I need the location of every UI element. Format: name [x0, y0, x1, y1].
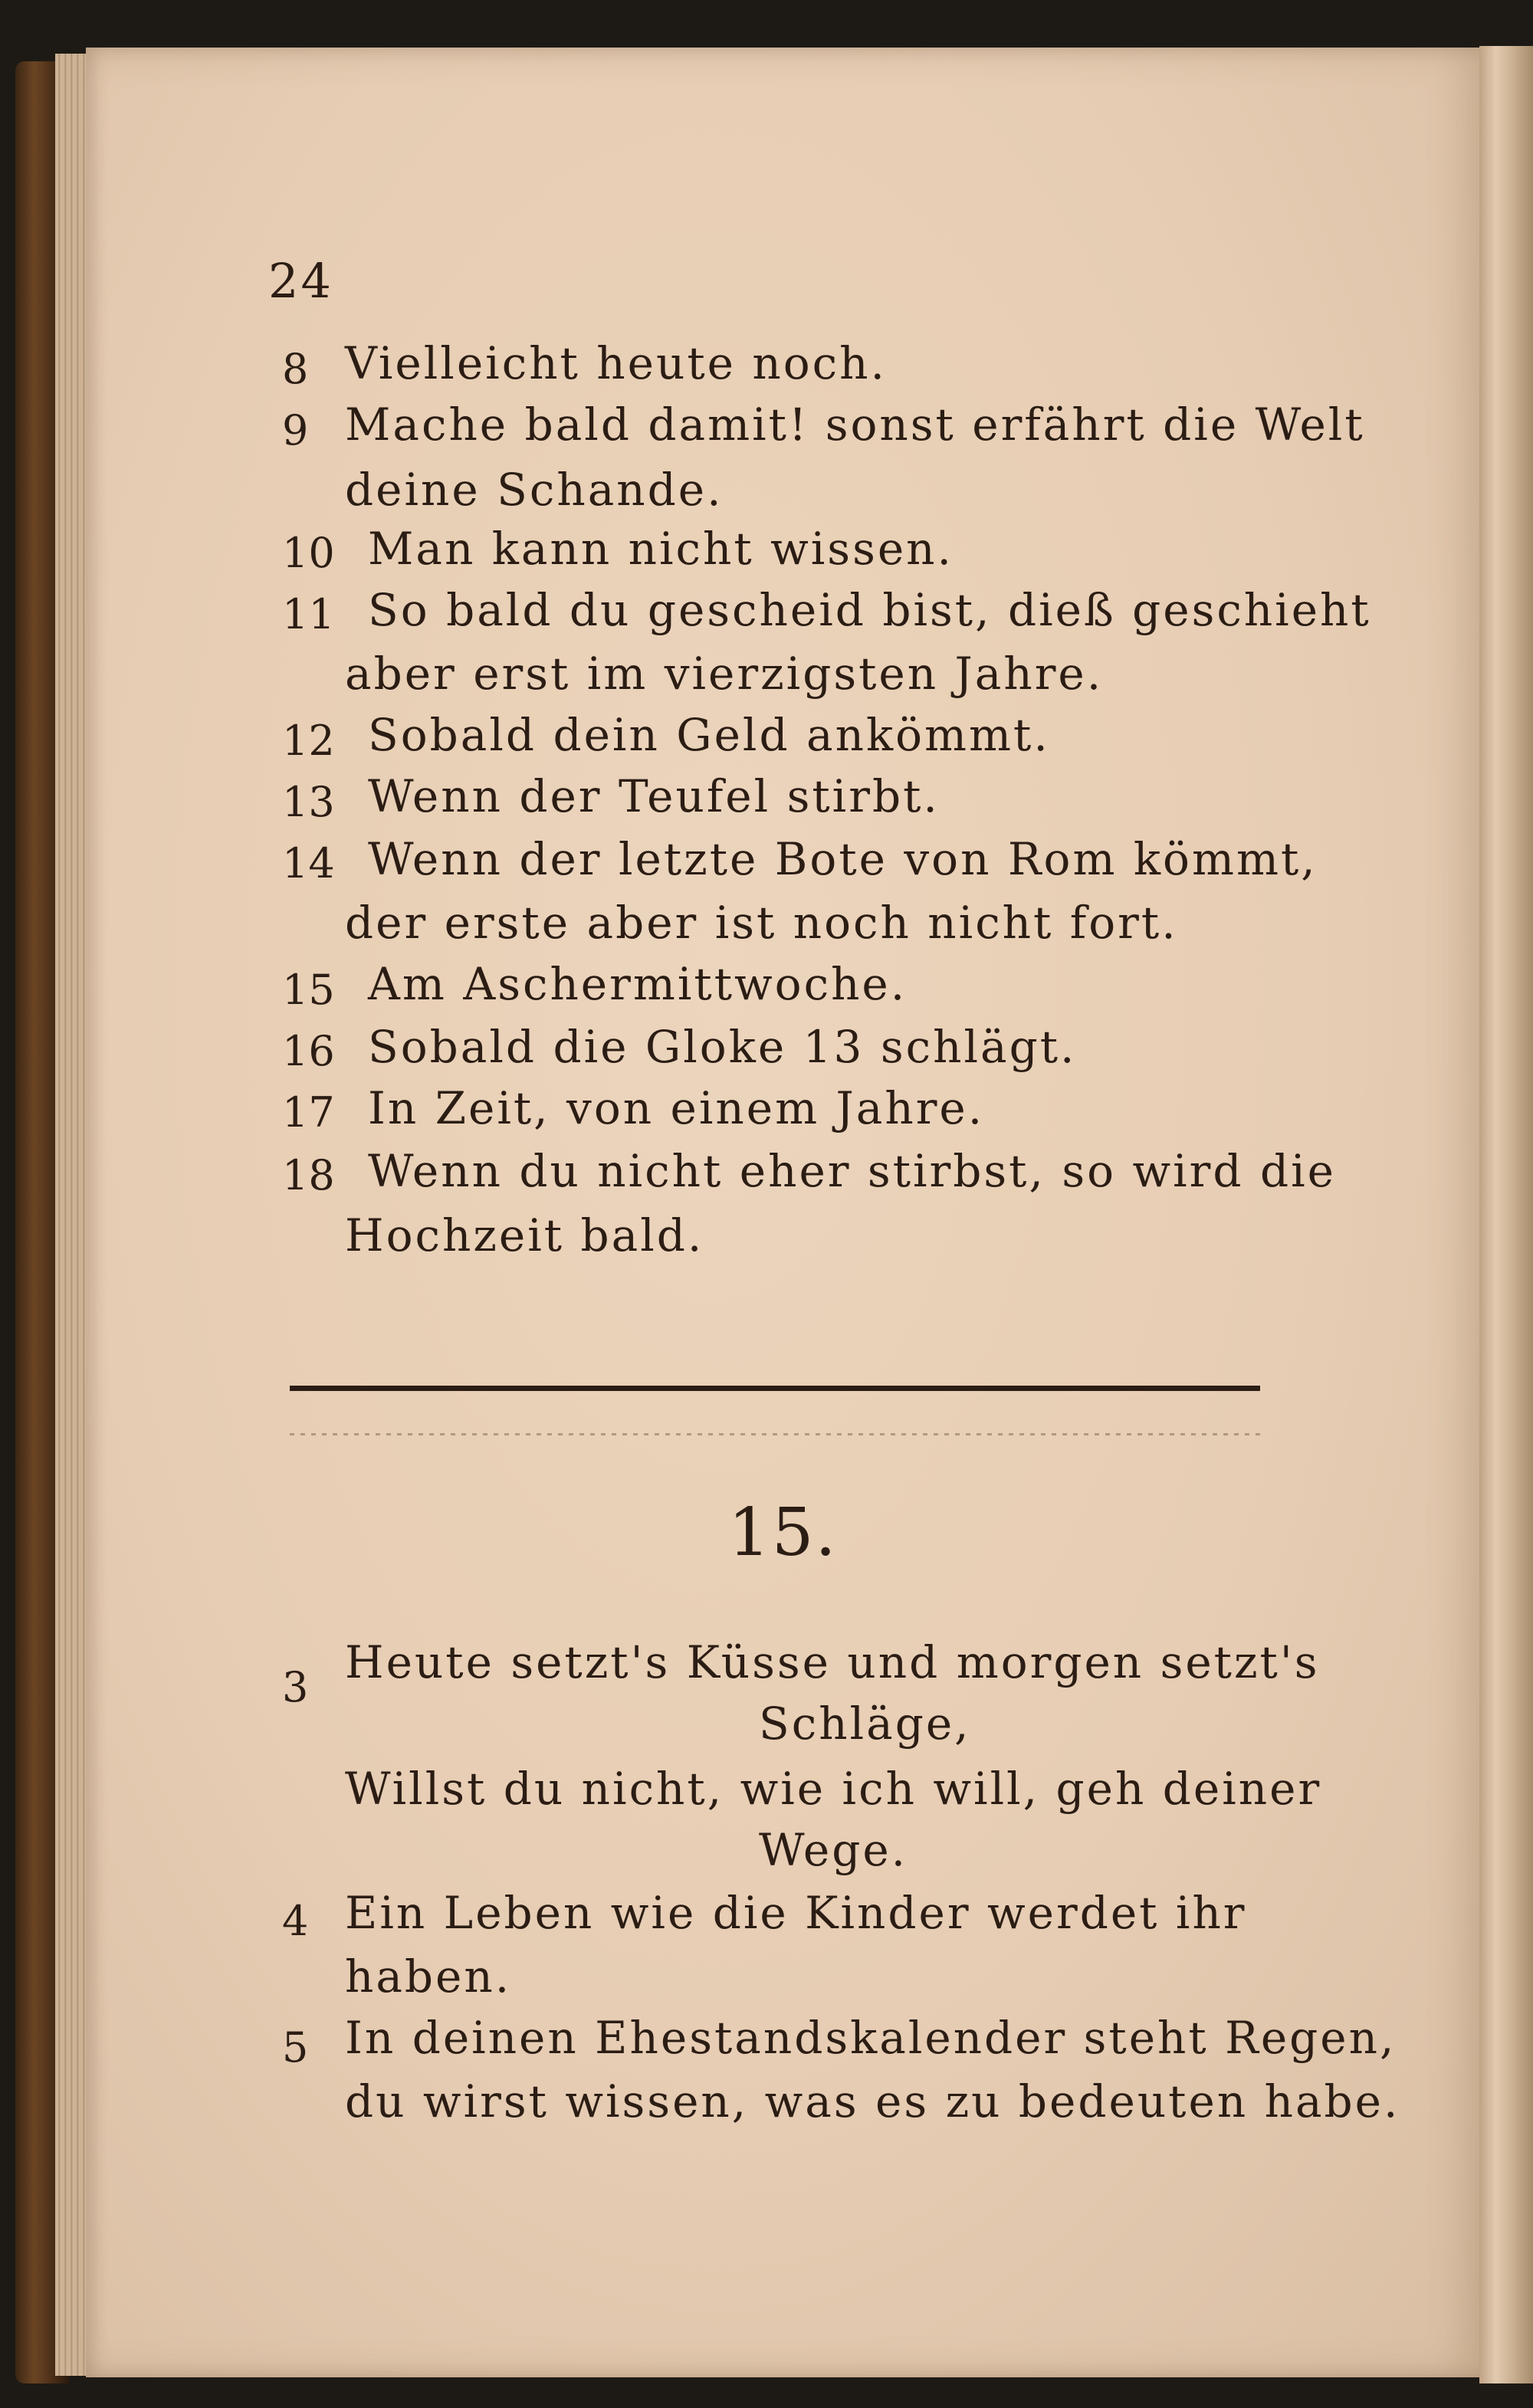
- entry-line: Wenn der letzte Bote von Rom kömmt,: [368, 833, 1318, 885]
- entry-number: 4: [282, 1897, 309, 1945]
- entry-line: Hochzeit bald.: [345, 1209, 704, 1261]
- entry-number: 12: [282, 717, 335, 765]
- entry-line: Willst du nicht, wie ich will, geh deiner: [345, 1763, 1322, 1815]
- entry-number: 10: [282, 529, 335, 577]
- entry-number: 14: [282, 839, 335, 887]
- entry-line: Vielleicht heute noch.: [345, 337, 887, 389]
- entry-line: So bald du gescheid bist, dieß geschieht: [368, 584, 1371, 636]
- entry-line: deine Schande.: [345, 464, 724, 516]
- entry-line: du wirst wissen, was es zu bedeuten habe.: [345, 2075, 1400, 2128]
- entry-line: Wege.: [759, 1824, 908, 1876]
- entry-line: In deinen Ehestandskalender steht Regen,: [345, 2012, 1397, 2064]
- section-divider: [290, 1386, 1260, 1391]
- entry-line: Sobald dein Geld ankömmt.: [368, 709, 1050, 761]
- entry-line: Wenn der Teufel stirbt.: [368, 770, 940, 822]
- entry-number: 18: [282, 1151, 335, 1199]
- entry-number: 3: [282, 1663, 309, 1711]
- entry-line: aber erst im vierzigsten Jahre.: [345, 648, 1104, 700]
- entry-number: 9: [282, 406, 309, 454]
- entry-line: Man kann nicht wissen.: [368, 523, 954, 575]
- page-number: 24: [268, 253, 333, 309]
- entry-line: Mache bald damit! sonst erfährt die Welt: [345, 399, 1365, 451]
- entry-line: In Zeit, von einem Jahre.: [368, 1082, 985, 1134]
- entry-line: der erste aber ist noch nicht fort.: [345, 897, 1178, 949]
- entry-number: 15: [282, 966, 335, 1014]
- entry-line: Ein Leben wie die Kinder werdet ihr: [345, 1887, 1247, 1939]
- entry-number: 13: [282, 778, 335, 826]
- entry-line: Am Aschermittwoche.: [368, 958, 908, 1010]
- entry-number: 11: [282, 590, 335, 638]
- entry-line: Heute setzt's Küsse und morgen setzt's: [345, 1636, 1320, 1688]
- entry-number: 17: [282, 1088, 335, 1137]
- entry-line: haben.: [345, 1950, 512, 2003]
- entry-number: 5: [282, 2023, 309, 2072]
- section-title: 15.: [728, 1494, 838, 1571]
- entry-line: Schläge,: [759, 1698, 971, 1750]
- page-gutter: [1479, 46, 1533, 2383]
- entry-line: Wenn du nicht eher stirbst, so wird die: [368, 1145, 1336, 1197]
- entry-line: Sobald die Gloke 13 schlägt.: [368, 1021, 1077, 1073]
- entry-number: 16: [282, 1027, 335, 1075]
- entry-number: 8: [282, 345, 309, 393]
- section-divider-dotted: [290, 1433, 1260, 1435]
